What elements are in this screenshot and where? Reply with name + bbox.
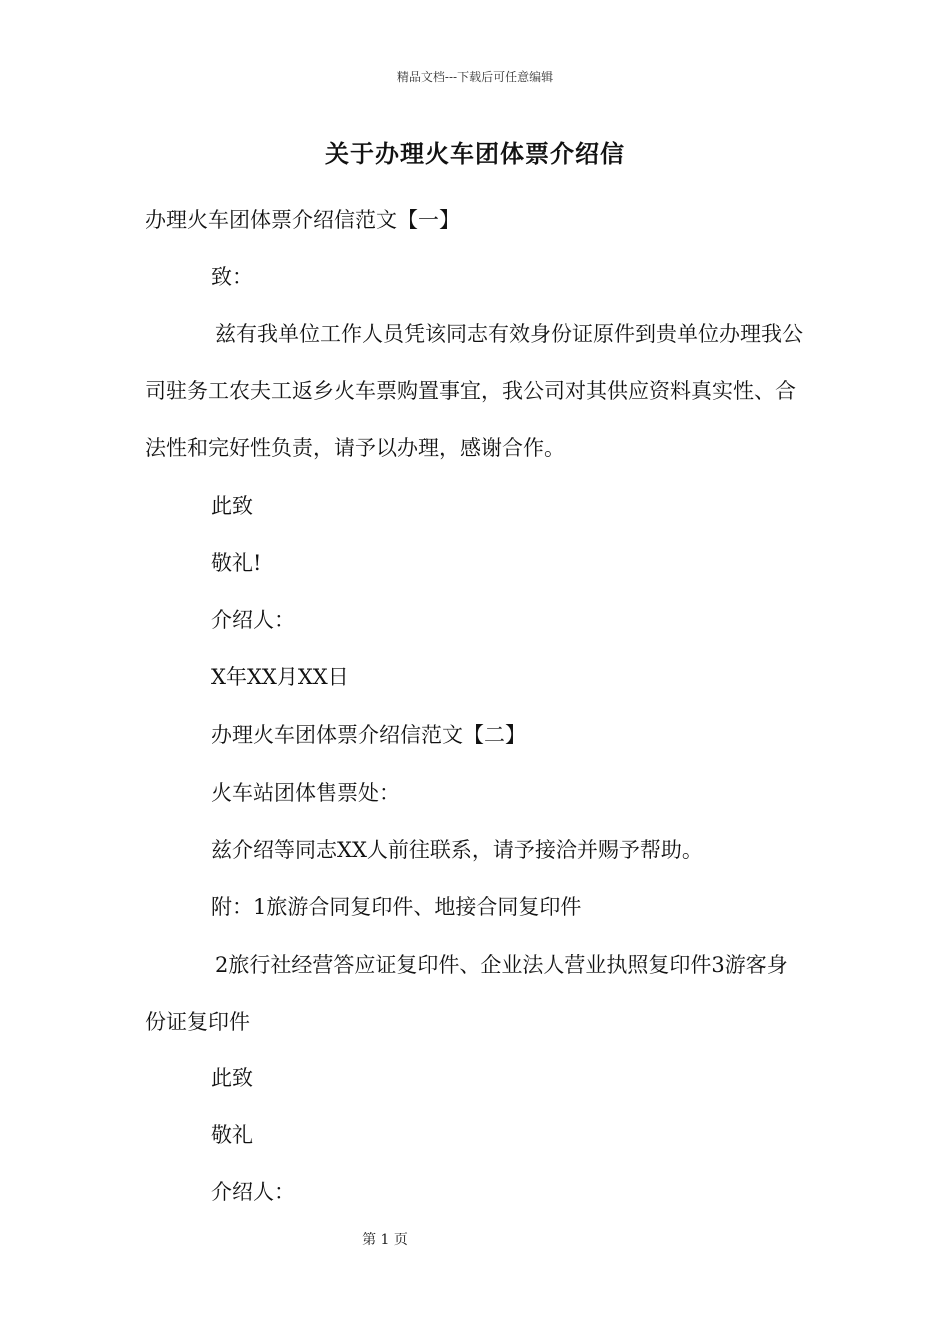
introducer-label: 介绍人： — [211, 608, 295, 632]
introducer-label-2: 介绍人： — [211, 1180, 295, 1204]
closing-cizhi: 此致 — [211, 494, 253, 518]
section-heading-one: 办理火车团体票介绍信范文【一】 — [145, 208, 460, 232]
letter-body: 兹有我单位工作人员凭该同志有效身份证原件到贵单位办理我公司驻务工农夫工返乡火车票购置事宜，我公司对其供应资料真实性、合法性和完好性负责，请予以办理，感谢合作。 — [145, 322, 803, 460]
attachment-line-1: 附：1旅游合同复印件、地接合同复印件 — [211, 895, 582, 919]
document-title: 关于办理火车团体票介绍信 — [325, 139, 625, 168]
section-heading-two: 办理火车团体票介绍信范文【二】 — [211, 723, 526, 747]
header-note: 精品文档---下载后可任意编辑 — [396, 70, 554, 84]
recipient-line: 火车站团体售票处： — [211, 781, 400, 805]
attachment-line-2: 2旅行社经营答应证复印件、企业法人营业执照复印件3游客身份证复印件 — [145, 953, 788, 1034]
date-line: X年XX月XX日 — [211, 665, 349, 689]
page-number: 第 1 页 — [362, 1232, 408, 1248]
closing-jingli-2: 敬礼 — [211, 1123, 253, 1147]
salutation: 致： — [211, 265, 253, 289]
introduction-line: 兹介绍等同志XX人前往联系，请予接洽并赐予帮助。 — [211, 838, 703, 862]
closing-cizhi-2: 此致 — [211, 1066, 253, 1090]
closing-jingli: 敬礼! — [211, 551, 262, 575]
